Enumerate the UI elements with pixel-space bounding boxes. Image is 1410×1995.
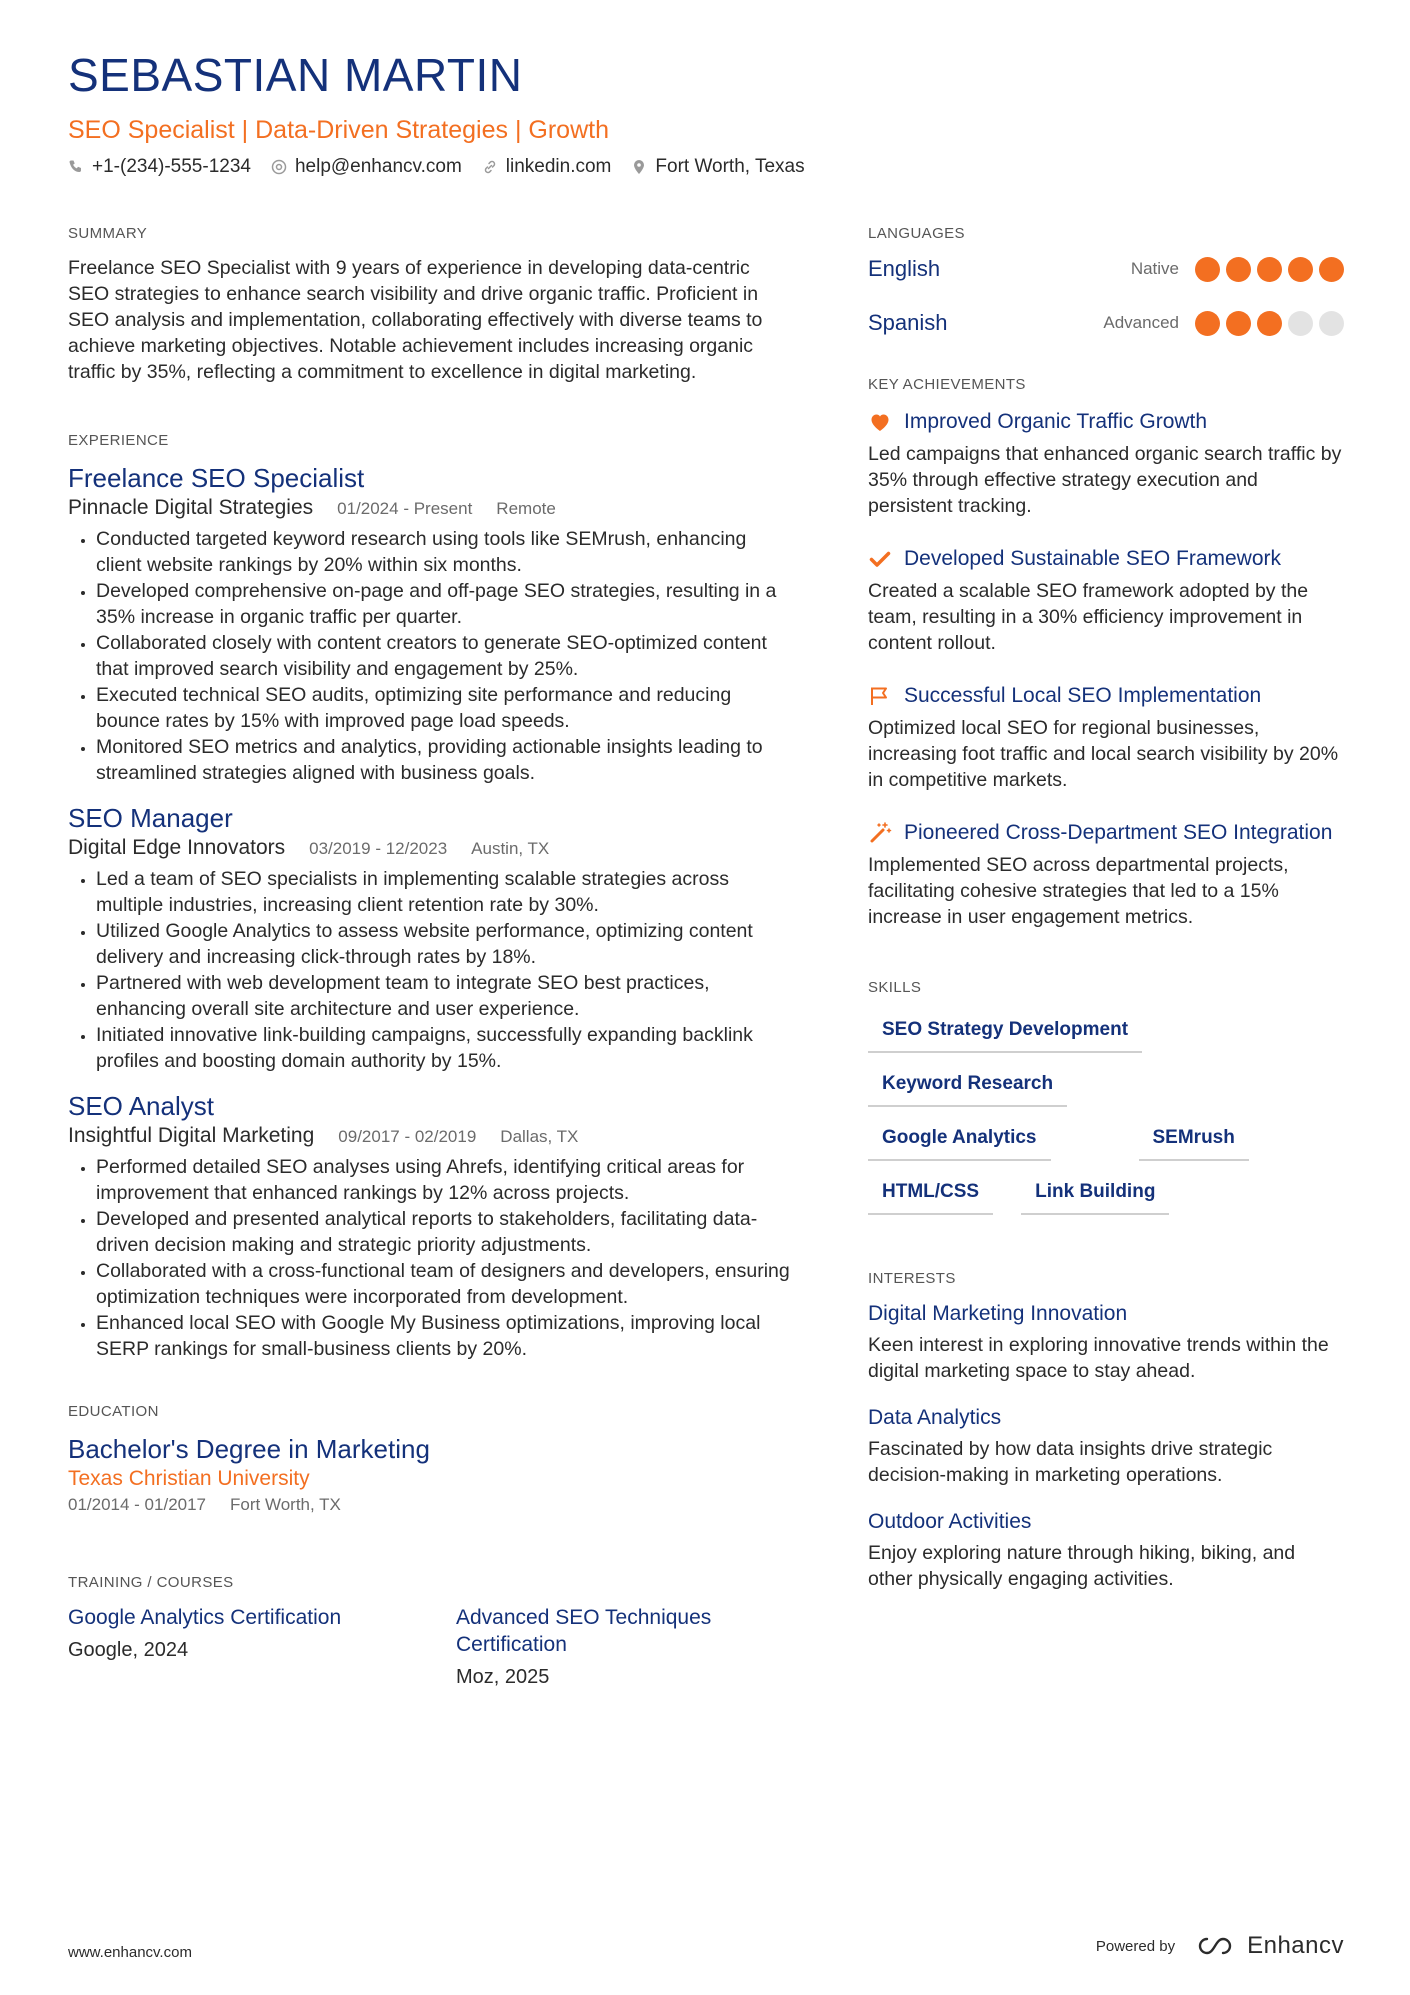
achievement-item: [868, 545, 1344, 656]
course-list: [68, 1604, 792, 1690]
course-title: Google Analytics Certification: [68, 1606, 342, 1629]
rating-dot-filled: [1257, 257, 1282, 282]
magic-wand-icon: [868, 821, 892, 845]
contact-location: [631, 156, 804, 178]
rating-dot-empty: [1319, 311, 1344, 336]
powered-by-label: Powered by: [1095, 1937, 1176, 1955]
language-row: [868, 309, 1344, 337]
job-location: Dallas, TX: [500, 1127, 579, 1146]
location-pin-icon: [631, 159, 647, 175]
language-row: [868, 255, 1344, 283]
course-provider: Google, 2024: [68, 1639, 189, 1661]
course-provider: Moz, 2025: [456, 1666, 550, 1688]
skill-tag: Google Analytics: [868, 1121, 1051, 1161]
education-school: Texas Christian University: [68, 1467, 310, 1490]
education-heading: EDUCATION: [68, 1403, 159, 1420]
job-bullet: • Led a team of SEO specialists in implementing scalable strategies across multiple industries, increasing client retention rate by 30%.: [96, 866, 792, 918]
job-entry: [68, 462, 792, 786]
interests-heading: INTERESTS: [868, 1270, 956, 1287]
language-rating: [1195, 257, 1344, 282]
languages-heading: LANGUAGES: [868, 225, 965, 242]
education-dates: 01/2014 - 01/2017: [68, 1495, 207, 1514]
job-bullet: • Partnered with web development team to integrate SEO best practices, enhancing overall site architecture and user experience.: [96, 970, 792, 1022]
job-entry: [68, 1090, 792, 1362]
job-company: Digital Edge Innovators: [68, 836, 286, 859]
course-item: [68, 1604, 456, 1690]
skill-tag: Keyword Research: [868, 1067, 1067, 1107]
job-bullet: • Monitored SEO metrics and analytics, providing actionable insights leading to streamlined strategies aligned with business goals.: [96, 734, 792, 786]
skill-tag: HTML/CSS: [868, 1175, 993, 1215]
skill-tag: SEMrush: [1139, 1121, 1249, 1161]
checkmark-icon: [868, 547, 892, 571]
interest-item: [868, 1404, 1344, 1488]
achievement-item: [868, 819, 1344, 930]
contact-bar: [68, 156, 805, 178]
education-section: [68, 1404, 792, 1517]
language-level: Native: [1130, 259, 1179, 278]
job-bullet: • Enhanced local SEO with Google My Business optimizations, improving local SERP rankings for small-business clients by 20%.: [96, 1310, 792, 1362]
contact-phone[interactable]: [68, 156, 251, 178]
job-bullets: [68, 526, 792, 786]
candidate-title: SEO Specialist | Data-Driven Strategies | Growth: [68, 116, 609, 144]
job-bullet: • Developed comprehensive on-page and off-page SEO strategies, resulting in a 35% increase in organic traffic per quarter.: [96, 578, 792, 630]
job-entry: [68, 802, 792, 1074]
achievement-text: Optimized local SEO for regional businesses, increasing foot traffic and local search visibility by 20% in competitive markets.: [868, 717, 1339, 791]
training-heading: TRAINING / COURSES: [68, 1574, 234, 1591]
job-bullet: • Conducted targeted keyword research using tools like SEMrush, enhancing client website rankings by 20% within six months.: [96, 526, 792, 578]
phone-icon: [68, 159, 84, 175]
rating-dot-filled: [1257, 311, 1282, 336]
interest-title: Outdoor Activities: [868, 1510, 1032, 1533]
training-section: [68, 1575, 792, 1690]
job-bullet: • Developed and presented analytical reports to stakeholders, facilitating data-driven decision making and strategic priority adjustments.: [96, 1206, 792, 1258]
link-icon: [482, 159, 498, 175]
rating-dot-filled: [1226, 311, 1251, 336]
job-dates: 03/2019 - 12/2023: [309, 839, 448, 858]
job-bullets: [68, 866, 792, 1074]
job-title: Freelance SEO Specialist: [68, 463, 365, 493]
job-title: SEO Analyst: [68, 1091, 214, 1121]
language-rating: [1195, 311, 1344, 336]
heart-icon: [868, 410, 892, 434]
rating-dot-filled: [1226, 257, 1251, 282]
contact-linkedin[interactable]: [482, 156, 612, 178]
job-bullets: [68, 1154, 792, 1362]
achievements-heading: KEY ACHIEVEMENTS: [868, 376, 1026, 393]
education-degree: Bachelor's Degree in Marketing: [68, 1434, 430, 1464]
job-meta: [68, 1122, 792, 1150]
contact-email[interactable]: [271, 156, 462, 178]
job-bullet: • Utilized Google Analytics to assess website performance, optimizing content delivery and increasing click-through rates by 18%.: [96, 918, 792, 970]
achievement-item: [868, 408, 1344, 519]
job-title: SEO Manager: [68, 803, 233, 833]
achievement-text: Implemented SEO across departmental projects, facilitating cohesive strategies that led to a 15% increase in user engagement metrics.: [868, 854, 1289, 928]
achievement-title: Pioneered Cross-Department SEO Integration: [904, 821, 1333, 844]
job-bullet: • Executed technical SEO audits, optimizing site performance and reducing bounce rates by 15% with improved page load speeds.: [96, 682, 792, 734]
footer-brand: [1096, 1932, 1344, 1960]
summary-heading: SUMMARY: [68, 225, 148, 242]
contact-phone-text: +1-(234)-555-1234: [92, 156, 251, 177]
job-bullet: • Performed detailed SEO analyses using Ahrefs, identifying critical areas for improvement that enhanced rankings by 12% across projects.: [96, 1154, 792, 1206]
interest-title: Data Analytics: [868, 1406, 1002, 1429]
experience-heading: EXPERIENCE: [68, 432, 169, 449]
enhancv-logo-icon: [1193, 1934, 1239, 1958]
contact-linkedin-text: linkedin.com: [505, 156, 612, 177]
skill-tag: SEO Strategy Development: [868, 1013, 1142, 1053]
contact-email-text: help@enhancv.com: [294, 156, 462, 177]
job-location: Austin, TX: [471, 839, 550, 858]
language-name: English: [868, 256, 941, 281]
language-level: Advanced: [1103, 313, 1179, 332]
summary-section: [68, 226, 792, 385]
skill-tag: Link Building: [1021, 1175, 1169, 1215]
job-dates: 01/2024 - Present: [337, 499, 473, 518]
achievements-section: [868, 377, 1344, 930]
interest-text: Enjoy exploring nature through hiking, biking, and other physically engaging activities.: [868, 1542, 1296, 1590]
achievement-item: [868, 682, 1344, 793]
interests-section: [868, 1271, 1344, 1592]
at-icon: [271, 159, 287, 175]
job-location: Remote: [496, 499, 556, 518]
achievement-title: Developed Sustainable SEO Framework: [904, 547, 1282, 570]
job-bullet: • Collaborated with a cross-functional team of designers and developers, ensuring optimization techniques were incorporated from development.: [96, 1258, 792, 1310]
job-meta: [68, 834, 792, 862]
achievement-title: Successful Local SEO Implementation: [904, 684, 1262, 707]
achievement-title: Improved Organic Traffic Growth: [904, 410, 1208, 433]
rating-dot-filled: [1195, 257, 1220, 282]
left-column: [68, 226, 792, 1690]
course-item: [456, 1604, 756, 1690]
interest-title: Digital Marketing Innovation: [868, 1302, 1128, 1325]
job-meta: [68, 494, 792, 522]
interest-item: [868, 1300, 1344, 1384]
language-name: Spanish: [868, 310, 948, 335]
rating-dot-filled: [1195, 311, 1220, 336]
summary-text: Freelance SEO Specialist with 9 years of experience in developing data-centric SEO strategies to enhance search visibility and drive organic traffic. Proficient in SEO analysis and implementation, collaborating effectively with diverse teams to achieve marketing objectives. Notable achievement includes increasing organic traffic by 35%, reflecting a commitment to excellence in digital marketing.: [68, 257, 763, 383]
education-location: Fort Worth, TX: [230, 1495, 341, 1514]
job-dates: 09/2017 - 02/2019: [338, 1127, 477, 1146]
job-bullet: • Collaborated closely with content creators to generate SEO-optimized content that improved search visibility and engagement by 25%.: [96, 630, 792, 682]
rating-dot-filled: [1319, 257, 1344, 282]
right-column: [868, 226, 1344, 1592]
interest-text: Fascinated by how data insights drive strategic decision-making in marketing operations.: [868, 1438, 1273, 1486]
skills-section: [868, 980, 1344, 1215]
achievement-text: Created a scalable SEO framework adopted by the team, resulting in a 30% efficiency improvement in content rollout.: [868, 580, 1309, 654]
enhancv-logo[interactable]: [1193, 1932, 1344, 1960]
experience-section: [68, 433, 792, 1362]
job-bullet: • Initiated innovative link-building campaigns, successfully expanding backlink profiles and boosting domain authority by 15%.: [96, 1022, 792, 1074]
enhancv-logo-text: Enhancv: [1247, 1932, 1344, 1959]
education-meta: [68, 1493, 792, 1517]
languages-section: [868, 226, 1344, 337]
footer-url[interactable]: www.enhancv.com: [68, 1944, 192, 1961]
rating-dot-empty: [1288, 311, 1313, 336]
flag-icon: [868, 684, 892, 708]
course-title: Advanced SEO Techniques Certification: [456, 1606, 712, 1656]
interest-text: Keen interest in exploring innovative trends within the digital marketing space to stay ahead.: [868, 1334, 1329, 1382]
achievement-text: Led campaigns that enhanced organic search traffic by 35% through effective strategy execution and persistent tracking.: [868, 443, 1342, 517]
candidate-name: SEBASTIAN MARTIN: [68, 49, 523, 101]
skills-heading: SKILLS: [868, 979, 922, 996]
contact-location-text: Fort Worth, Texas: [655, 156, 805, 177]
interest-item: [868, 1508, 1344, 1592]
job-company: Pinnacle Digital Strategies: [68, 496, 314, 519]
skill-list: [868, 1013, 1328, 1215]
rating-dot-filled: [1288, 257, 1313, 282]
job-company: Insightful Digital Marketing: [68, 1124, 315, 1147]
